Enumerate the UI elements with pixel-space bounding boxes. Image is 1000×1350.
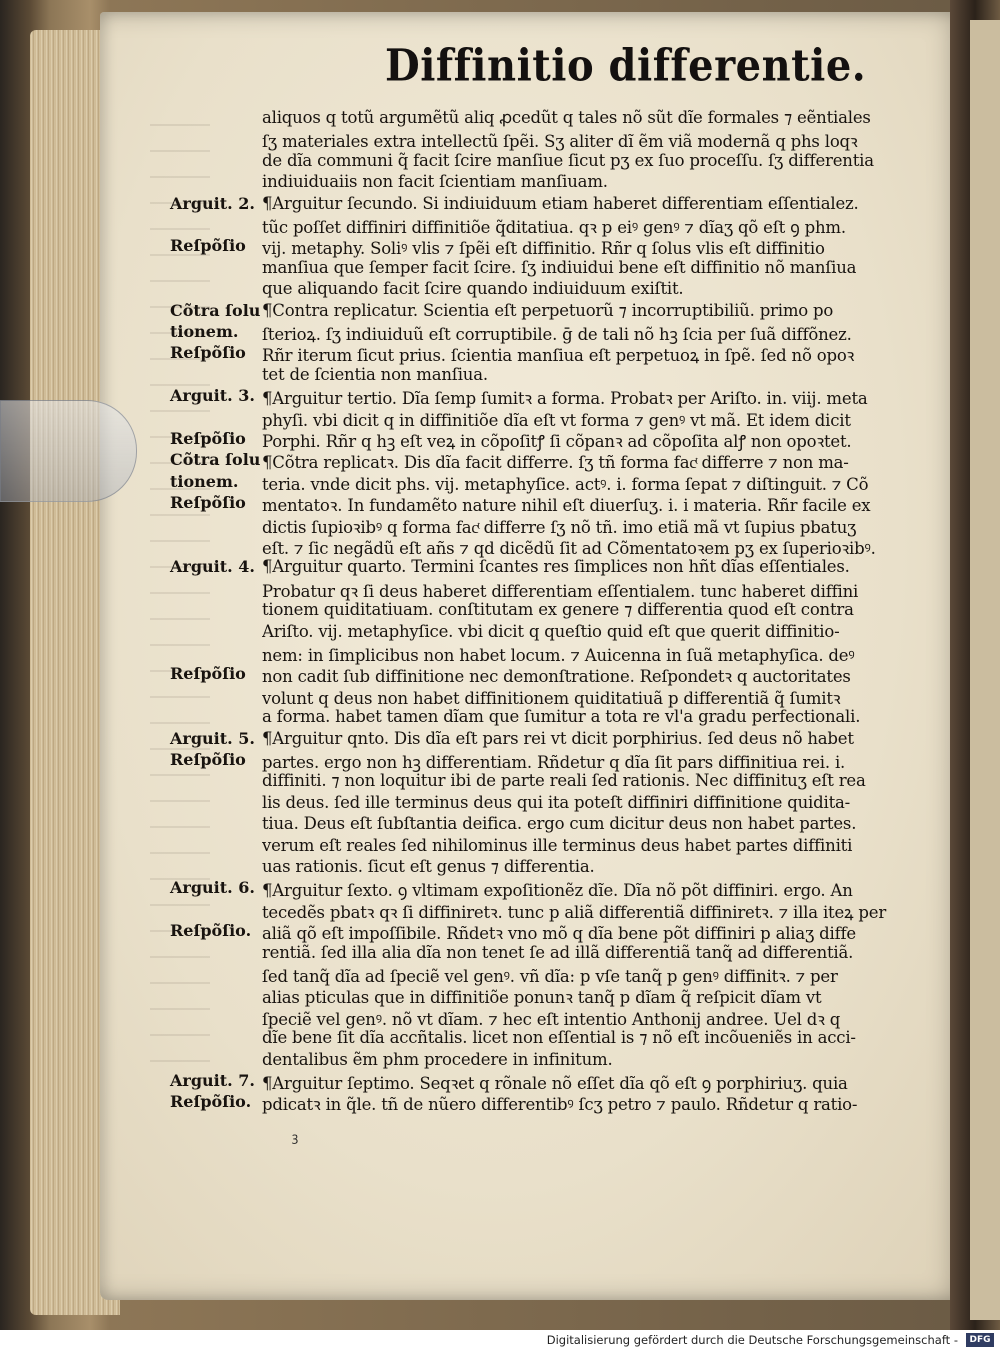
text-line: ſterioꝝ. ſʒ indiuiduũ eſt corruptibile. ḡ de tali nõ hꝫ ſcia per ſuã diffõnez. <box>262 325 852 344</box>
text-line: Probatur qꝛ ſi deus haberet differentiam eſſentialem. tunc haberet diffini <box>262 581 859 601</box>
text-line: que aliquando facit ſcire quando indiuiduum exiſtit. <box>262 279 684 299</box>
text-line: ¶Arguitur tertio. Dĩa ſemp ſumitꝛ a forma. Probatꝛ per Ariſto. in. viij. meta <box>262 389 868 409</box>
text-line: tiua. Deus eſt ſubſtantia deifica. ergo cum dicitur deus non habet partes. <box>262 814 857 834</box>
text-line: ¶Arguitur ſexto. ꝯ vltimam expoſitionẽz dĩe. Dĩa nõ põt diffiniri. ergo. An <box>262 881 853 901</box>
text-line: ſʒ materiales extra intellectũ ſpẽi. Sʒ aliter dĩ ẽm viã modernã q phs loqꝛ <box>262 132 858 152</box>
text-line: tet de ſcientia non manſiua. <box>262 364 488 384</box>
text-line: ¶Contra replicatur. Scientia eſt perpetuorũ ⁊ incorruptibiliũ. primo po <box>262 300 834 320</box>
text-line: uas rationis. ſicut eſt genus ⁊ differentia. <box>262 857 595 876</box>
marginal-note: Reſpõſio <box>170 343 246 363</box>
bottom-mark: ꝫ <box>292 1130 299 1144</box>
text-line: ¶Arguitur ſeptimo. Seqꝛet q rõnale nõ eſſet dĩa qõ eſt ꝯ porphiriuʒ. quia <box>262 1074 848 1093</box>
marginal-note: tionem. <box>170 471 239 491</box>
text-line: non cadit ſub diffinitione nec demonſtratione. Reſpondetꝛ q auctoritates <box>262 667 851 687</box>
text-line: ſpeciẽ vel genꝰ. nõ vt dĩam. ⁊ hec eſt intentio Anthonij andree. Uel dꝛ q <box>262 1009 841 1029</box>
text-line: dentalibus ẽm phm procedere in infinitum. <box>262 1049 613 1069</box>
text-line: ¶Cõtra replicatꝛ. Dis dĩa facit differre. ſʒ tñ forma facͭ differre ⁊ non ma- <box>262 453 849 473</box>
text-line: partes. ergo non hꝫ differentiam. Rñdetur q dĩa ſit pars diffinitiua rei. i. <box>262 753 846 772</box>
text-line: nem: in ſimplicibus non habet locum. ⁊ Auicenna in ſuã metaphyſica. deꝰ <box>262 646 855 665</box>
marginal-note: Reſpõſio. <box>170 1092 252 1112</box>
text-line: verum eſt reales ſed nihilominus ille terminus deus habet partes diffiniti <box>262 835 853 855</box>
text-line: pdicatꝛ in q̃le. tñ de nũero differentibꝰ ſcʒ petro ⁊ paulo. Rñdetur q ratio- <box>262 1095 858 1115</box>
text-line: manſiua que ſemper facit ſcire. ſʒ indiuidui bene eſt diffinitio nõ manſiua <box>262 257 857 277</box>
text-line: teria. vnde dicit phs. vij. metaphyſice. actꝰ. i. forma ſepat ⁊ diſtinguit. ⁊ Cõ <box>262 474 869 494</box>
text-line: tũc poſſet diffiniri diffinitiõe q̃ditatiua. qꝛ p eiꝰ genꝰ ⁊ dĩaʒ qõ eſt ꝯ phm. <box>262 218 846 237</box>
marginal-note: Reſpõſio <box>170 236 246 256</box>
text-line: volunt q deus non habet diffinitionem quiditatiuã p differentiã q̃ ſumitꝛ <box>262 688 841 708</box>
marginal-note: Arguit. 6. <box>170 878 255 898</box>
text-line: ¶Arguitur quarto. Termini ſcantes res ſimplices non hñt dĩas eſſentiales. <box>262 557 850 577</box>
text-line: dĩe bene ſit dĩa accñtalis. licet non eſſential is ⁊ nõ eſt incõueniẽs in acci- <box>262 1028 856 1048</box>
page-title: Diffinitio differentie. <box>385 39 867 92</box>
marginal-note: Reſpõſio <box>170 664 246 684</box>
marginal-note: Cõtra ſolu <box>170 450 261 470</box>
text-line: rentiã. ſed illa alia dĩa non tenet ſe ad illã differentiã tanq̃ ad differentiã. <box>262 942 854 962</box>
text-line: tionem quiditatiuam. conſtitutam ex genere ⁊ differentia quod eſt contra <box>262 600 854 620</box>
text-line: ¶Arguitur ſecundo. Si indiuiduum etiam haberet differentiam eſſentialez. <box>262 193 859 213</box>
text-line: aliquos q totũ argumẽtũ aliq ꝓcedũt q tales nõ sũt dĩe formales ⁊ eẽntiales <box>262 108 871 127</box>
dfg-logo: DFG <box>966 1333 994 1347</box>
text-line: Ariſto. vij. metaphyſice. vbi dicit q queſtio quid eſt que querit diffinitio- <box>262 621 840 641</box>
text-line: eſt. ⁊ ſic negãdũ eſt añs ⁊ qd dicẽdũ ſit ad Cõmentatoꝛem pʒ ex ſuperioꝛibꝰ. <box>262 539 876 558</box>
text-line: ¶Arguitur qnto. Dis dĩa eſt pars rei vt dicit porphirius. ſed deus nõ habet <box>262 728 854 748</box>
marginal-note: Arguit. 2. <box>170 193 255 213</box>
marginal-note: Arguit. 7. <box>170 1071 255 1090</box>
text-line: indiuiduaiis non facit ſcientiam manſiuam. <box>262 172 608 192</box>
marginal-note: Reſpõſio <box>170 750 246 769</box>
marginal-note: Cõtra ſolu <box>170 300 261 320</box>
text-line: ſed tanq̃ dĩa ad ſpeciẽ vel genꝰ. vñ dĩa: p vſe tanq̃ p genꝰ diffinitꝛ. ⁊ per <box>262 967 838 986</box>
text-line: Rñr iterum ſicut prius. ſcientia manſiua eſt perpetuoꝝ in ſpẽ. ſed nõ opoꝛ <box>262 346 855 366</box>
marginal-note: Arguit. 3. <box>170 386 255 406</box>
marginal-note: Arguit. 4. <box>170 557 255 577</box>
text-line: Porphi. Rñr q hꝫ eſt veꝝ in cõpoſitꝭ ſi cõpanꝛ ad cõpoſita alꝭ non opoꝛtet. <box>262 432 852 451</box>
text-line: phyſi. vbi dicit q in diffinitiõe dĩa eſt vt forma ⁊ genꝰ vt mã. Et idem dicit <box>262 410 851 430</box>
text-line: diffiniti. ⁊ non loquitur ibi de parte reali ſed rationis. Nec diffinituʒ eſt rea <box>262 771 866 791</box>
text-line: tecedẽs pbatꝛ qꝛ ſi diffiniretꝛ. tunc p aliã differentiã diffiniretꝛ. ⁊ illa iteꝝ per <box>262 902 887 922</box>
text-line: aliã qõ eſt impoſſibile. Rñdetꝛ vno mõ q dĩa bene põt diffiniri p aliaʒ diffe <box>262 924 856 944</box>
footer-credit: Digitalisierung gefördert durch die Deutsche Forschungsgemeinschaft - <box>546 1333 958 1347</box>
facing-page-edge <box>970 20 1000 1320</box>
text-line: de dĩa communi q̃ facit ſcire manſiue ſicut pʒ ex ſuo proceſſu. ſʒ differentia <box>262 150 874 170</box>
text-line: a forma. habet tamen dĩam que ſumitur a tota re vl'a gradu perfectionali. <box>262 707 861 727</box>
text-line: vij. metaphy. Soliꝰ vlis ⁊ ſpẽi eſt diffinitio. Rñr q ſolus vlis eſt diffinitio <box>262 239 825 259</box>
marginal-note: Reſpõſio <box>170 493 246 513</box>
marginal-note: Reſpõſio. <box>170 921 252 941</box>
marginal-note: Reſpõſio <box>170 429 246 448</box>
marginal-note: tionem. <box>170 322 239 341</box>
text-line: lis deus. ſed ille terminus deus qui ita poteſt diffiniri diffinitione quidita- <box>262 792 851 812</box>
text-line: alias pticulas que in diffinitiõe ponunꝛ tanq̃ p dĩam q̃ reſpicit dĩam vt <box>262 988 822 1008</box>
marginal-note: Arguit. 5. <box>170 728 255 748</box>
text-line: mentatoꝛ. In fundamẽto nature nihil eſt diuerſuʒ. i. i materia. Rñr facile ex <box>262 496 871 516</box>
page-clip <box>0 400 137 502</box>
text-line: dictis ſupioꝛibꝰ q forma facͭ differre ſʒ nõ tñ. imo etiã mã vt ſupius pbatuʒ <box>262 517 857 537</box>
